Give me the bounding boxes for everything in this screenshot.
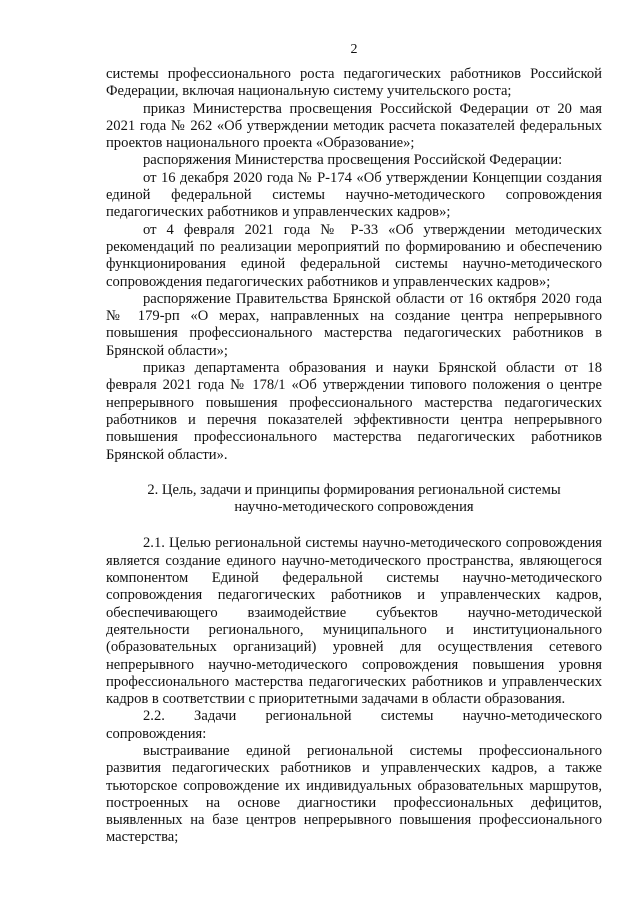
paragraph: 2.2. Задачи региональной системы научно-методического сопровождения: — [106, 708, 602, 742]
paragraph: от 4 февраля 2021 года № Р-33 «Об утверждении методических рекомендаций по реализации мероприятий по формированию и обеспечению функционирования единой федеральной системы научно-методического сопровождения педагогических работников и управленческих кадров»; — [106, 221, 602, 290]
document-page — [106, 42, 602, 847]
paragraph: системы профессионального роста педагогических работников Российской Федерации, включая национальную систему учительского роста; — [106, 66, 602, 100]
paragraph: 2.1. Целью региональной системы научно-методического сопровождения является создание единого научно-методического пространства, являющегося компонентом Единой федеральной системы научно-методического сопровождения педагогических работников и управленческих кадров, обеспечивающего взаимодействие субъектов научно-методической деятельности регионального, муниципального и институционального (образовательных организаций) уровней для осуществления сетевого непрерывного научно-методического сопровождения повышения уровня профессионального мастерства педагогических работников и управленческих кадров в соответствии с приоритетными задачами в области образования. — [106, 535, 602, 708]
section-title-line: 2. Цель, задачи и принципы формирования региональной системы — [147, 481, 561, 498]
legal-basis-list — [106, 66, 602, 464]
paragraph: приказ департамента образования и науки Брянской области от 18 февраля 2021 года № 178/1 «Об утверждении типового положения о центре непрерывного повышения профессионального мастерства педагогических работников и перечня показателей эффективности центра непрерывного повышения профессионального мастерства педагогических работников Брянской области». — [106, 360, 602, 463]
section-body — [106, 535, 602, 846]
paragraph: от 16 декабря 2020 года № Р-174 «Об утверждении Концепции создания единой федеральной системы научно-методического сопровождения педагогических работников и управленческих кадров»; — [106, 169, 602, 221]
paragraph: выстраивание единой региональной системы профессионального развития педагогических работников и управленческих кадров, а также тьюторское сопровождение их индивидуальных образовательных маршрутов, построенных на основе диагностики профессиональных дефицитов, выявленных на базе центров непрерывного повышения профессионального мастерства; — [106, 742, 602, 846]
paragraph: приказ Министерства просвещения Российской Федерации от 20 мая 2021 года № 262 «Об утверждении методик расчета показателей федеральных проектов национального проекта «Образование»; — [106, 100, 602, 152]
page-number: 2 — [350, 42, 358, 57]
paragraph: распоряжение Правительства Брянской области от 16 октября 2020 года № 179-рп «О мерах, направленных на создание центра непрерывного повышения профессионального мастерства педагогических работников в Брянской области»; — [106, 290, 602, 359]
section-title-line: научно-методического сопровождения — [234, 499, 474, 516]
section-title — [106, 482, 602, 517]
paragraph: распоряжения Министерства просвещения Российской Федерации: — [143, 152, 563, 169]
